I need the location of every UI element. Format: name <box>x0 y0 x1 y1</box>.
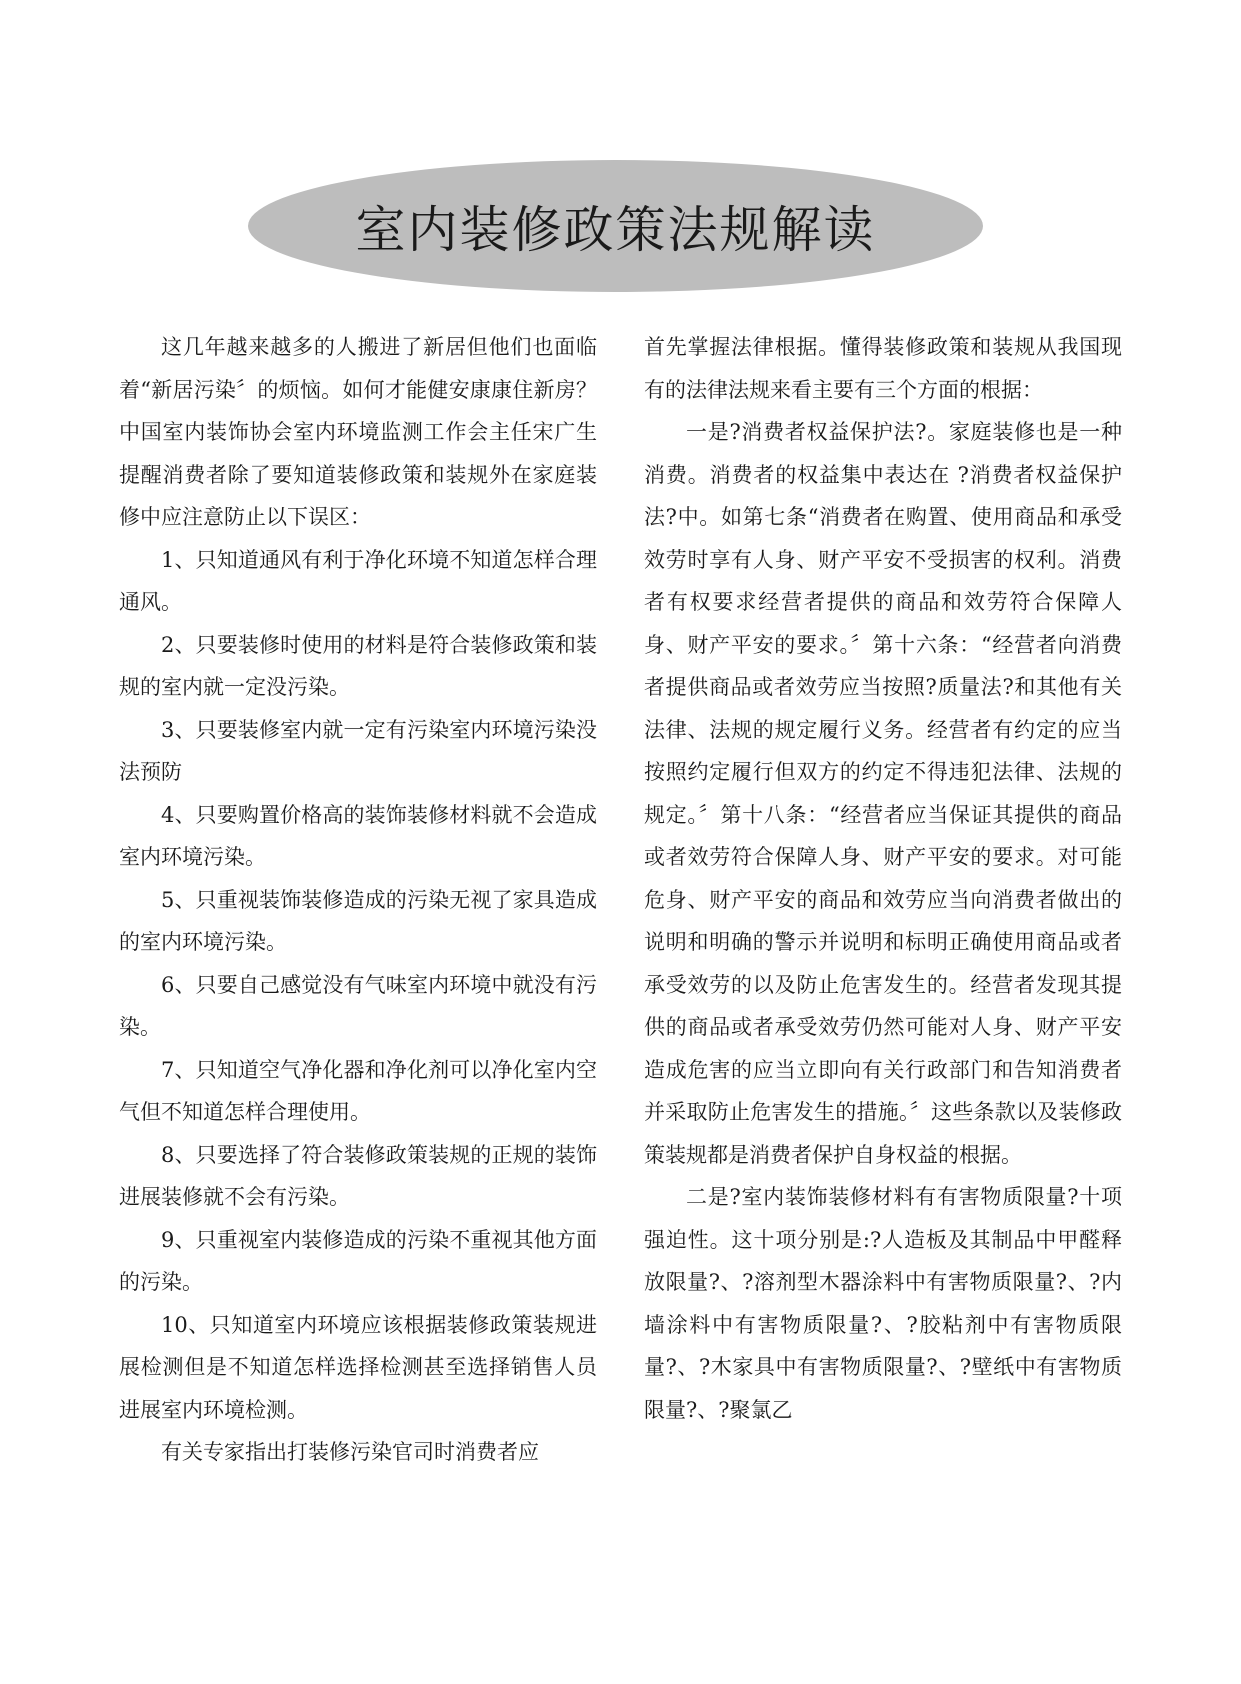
intro-paragraph: 这几年越来越多的人搬进了新居但他们也面临着“新居污染〞的烦恼。如何才能健安康康住新房？中国室内装饰协会室内环境监测工作会主任宋广生提醒消费者除了要知道装修政策和装规外在家庭装修中应注意防止以下误区： <box>119 335 597 529</box>
basis-two-paragraph: 二是?室内装饰装修材料有有害物质限量?十项强迫性。这十项分别是:?人造板及其制品中甲醛释放限量?、?溶剂型木器涂料中有害物质限量?、?内墙涂料中有害物质限量?、?胶粘剂中有害物质限量?、?木家具中有害物质限量?、?壁纸中有害物质限量?、?聚氯乙 <box>644 1185 1122 1422</box>
page-title: 室内装修政策法规解读 <box>355 201 876 259</box>
list-item: 7、只知道空气净化器和净化剂可以净化室内空气但不知道怎样合理使用。 <box>119 1057 597 1124</box>
list-item: 4、只要购置价格高的装饰装修材料就不会造成室内环境污染。 <box>119 802 597 869</box>
list-item: 3、只要装修室内就一定有污染室内环境污染没法预防 <box>119 717 597 784</box>
title-banner <box>248 160 983 292</box>
list-item: 8、只要选择了符合装修政策装规的正规的装饰进展装修就不会有污染。 <box>119 1142 597 1209</box>
basis-one-paragraph: 一是?消费者权益保护法?。家庭装修也是一种消费。消费者的权益集中表达在 ?消费者权益保护法?中。如第七条“消费者在购置、使用商品和承受效劳时享有人身、财产平安不受损害的权利。消费者有权要求经营者提供的商品和效劳符合保障人身、财产平安的要求。〞第十六条：“经营者向消费者提供商品或者效劳应当按照?质量法?和其他有关法律、法规的规定履行义务。经营者有约定的应当按照约定履行但双方的约定不得违犯法律、法规的规定。〞第十八条：“经营者应当保证其提供的商品或者效劳符合保障人身、财产平安的要求。对可能危身、财产平安的商品和效劳应当向消费者做出的说明和明确的警示并说明和标明正确使用商品或者承受效劳的以及防止危害发生的。经营者发现其提供的商品或者承受效劳仍然可能对人身、财产平安造成危害的应当立即向有关行政部门和告知消费者并采取防止危害发生的措施。〞这些条款以及装修政策装规都是消费者保护自身权益的根据。 <box>644 420 1122 1167</box>
right-column <box>644 326 1122 1431</box>
list-item: 1、只知道通风有利于净化环境不知道怎样合理通风。 <box>119 547 597 614</box>
list-item: 10、只知道室内环境应该根据装修政策装规进展检测但是不知道怎样选择检测甚至选择销售人员进展室内环境检测。 <box>119 1312 597 1422</box>
list-item: 6、只要自己感觉没有气味室内环境中就没有污染。 <box>119 972 597 1039</box>
list-item: 9、只重视室内装修造成的污染不重视其他方面的污染。 <box>119 1227 597 1294</box>
left-column <box>119 326 597 1474</box>
expert-paragraph: 有关专家指出打装修污染官司时消费者应 <box>161 1440 539 1464</box>
list-item: 5、只重视装饰装修造成的污染无视了家具造成的室内环境污染。 <box>119 887 597 954</box>
list-item: 2、只要装修时使用的材料是符合装修政策和装规的室内就一定没污染。 <box>119 632 597 699</box>
continuation-paragraph: 首先掌握法律根据。懂得装修政策和装规从我国现有的法律法规来看主要有三个方面的根据： <box>644 335 1122 402</box>
